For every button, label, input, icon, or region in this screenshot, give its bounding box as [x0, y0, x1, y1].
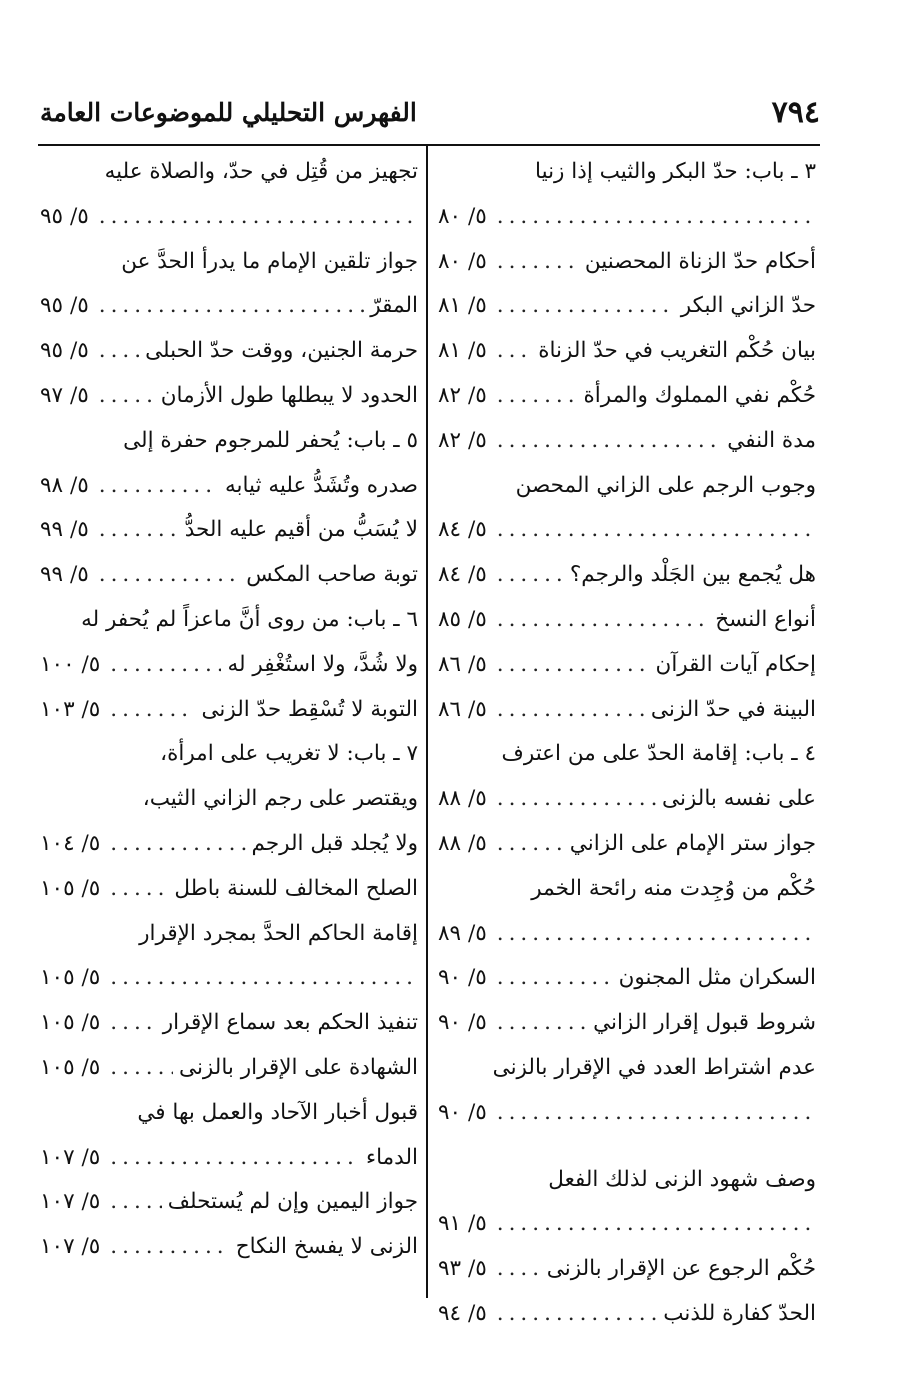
entry-topic: وجوب الرجم على الزاني المحصن	[515, 472, 816, 498]
dot-leader	[497, 1001, 587, 1046]
index-column-left	[40, 150, 418, 1270]
dot-leader	[497, 284, 675, 329]
dot-leader	[497, 777, 656, 822]
dot-leader	[99, 464, 219, 509]
index-entry	[40, 598, 418, 643]
page-reference: ٥/ ١٠٠	[40, 651, 101, 677]
index-entry	[438, 688, 816, 733]
page-reference: ٥/ ٩٣	[438, 1256, 487, 1282]
entry-topic: تنفيذ الحكم بعد سماع الإقرار	[162, 1010, 418, 1036]
page-reference: ٥/ ١٠٥	[40, 965, 101, 991]
entry-topic: أحكام حدّ الزناة المحصنين	[584, 248, 816, 274]
dot-leader	[497, 1247, 541, 1292]
dot-leader	[497, 240, 579, 285]
index-entry	[40, 329, 418, 374]
page-reference: ٥/ ٨٢	[438, 382, 487, 408]
entry-topic: لا يُسَبُّ من أقيم عليه الحدُّ	[184, 517, 418, 543]
index-entry	[40, 867, 418, 912]
dot-leader	[497, 553, 564, 598]
dot-leader	[497, 1292, 658, 1337]
entry-topic: حُكْم نفي المملوك والمرأة	[583, 382, 816, 408]
entry-topic: مدة النفي	[727, 427, 816, 453]
index-entry	[438, 374, 816, 419]
dot-leader	[497, 508, 816, 553]
dot-leader	[99, 508, 179, 553]
dot-leader	[110, 956, 418, 1001]
page-reference: ٥/ ٨٦	[438, 651, 487, 677]
index-entry	[40, 822, 418, 867]
entry-topic: حُكْم الرجوع عن الإقرار بالزنى	[546, 1256, 816, 1282]
index-column-right	[438, 150, 816, 1337]
index-entry	[438, 508, 816, 553]
index-entry	[40, 195, 418, 240]
dot-leader	[110, 1001, 156, 1046]
page-reference: ٥/ ١٠٤	[40, 830, 101, 856]
page-reference: ٥/ ٨٨	[438, 786, 487, 812]
index-entry	[40, 419, 418, 464]
dot-leader	[497, 598, 709, 643]
entry-topic: حدّ الزاني البكر	[680, 293, 816, 319]
page-header	[40, 90, 820, 134]
dot-leader	[110, 688, 195, 733]
entry-topic: حرمة الجنين، ووقت حدّ الحبلى	[145, 338, 418, 364]
page-reference: ٥/ ٨٨	[438, 830, 487, 856]
entry-topic: الزنى لا يفسخ النكاح	[235, 1234, 418, 1260]
index-entry	[438, 1292, 816, 1337]
dot-leader	[110, 867, 168, 912]
entry-topic: جواز ستر الإمام على الزاني	[569, 830, 816, 856]
entry-topic: إقامة الحاكم الحدَّ بمجرد الإقرار	[139, 920, 418, 946]
dot-leader	[110, 822, 245, 867]
entry-topic: على نفسه بالزنى	[662, 786, 816, 812]
index-entry	[40, 240, 418, 285]
dot-leader	[99, 329, 139, 374]
index-entry	[438, 464, 816, 509]
entry-topic: حُكْم من وُجِدت منه رائحة الخمر	[531, 875, 816, 901]
dot-leader	[497, 688, 645, 733]
page-reference: ٥/ ٩٥	[40, 293, 89, 319]
dot-leader	[99, 195, 418, 240]
index-entry	[40, 1091, 418, 1136]
header-divider	[38, 144, 820, 146]
page-reference: ٥/ ٩٨	[40, 472, 89, 498]
index-entry	[438, 822, 816, 867]
entry-topic: الشهادة على الإقرار بالزنى	[179, 1054, 418, 1080]
entry-topic: البينة في حدّ الزنى	[650, 696, 816, 722]
dot-leader	[497, 1202, 816, 1247]
dot-leader	[497, 912, 816, 957]
page-reference: ٥/ ٩٩	[40, 517, 89, 543]
index-entry	[40, 732, 418, 777]
page-reference: ٥/ ٩١	[438, 1211, 487, 1237]
index-entry	[438, 150, 816, 195]
entry-topic: الحدّ كفارة للذنب	[663, 1300, 816, 1326]
entry-topic: وصف شهود الزنى لذلك الفعل	[548, 1166, 816, 1192]
index-entry	[438, 553, 816, 598]
entry-topic: ٣ ـ باب: حدّ البكر والثيب إذا زنيا	[535, 159, 816, 184]
page-reference: ٥/ ٩٤	[438, 1300, 487, 1326]
index-entry	[438, 1091, 816, 1136]
index-entry	[438, 1001, 816, 1046]
page-number: ٧٩٤	[771, 94, 820, 130]
page-reference: ٥/ ٨٠	[438, 248, 487, 274]
column-divider	[426, 146, 428, 1298]
page-reference: ٥/ ١٠٧	[40, 1189, 101, 1215]
entry-topic: الدماء	[366, 1144, 418, 1170]
page-reference: ٥/ ٩٠	[438, 1099, 487, 1125]
entry-topic: جواز اليمين وإن لم يُستحلف	[167, 1189, 418, 1215]
dot-leader	[497, 1091, 816, 1136]
page-reference: ٥/ ١٠٥	[40, 1010, 101, 1036]
index-entry	[40, 912, 418, 957]
index-entry	[438, 956, 816, 1001]
index-entry	[438, 1202, 816, 1247]
index-entry	[438, 598, 816, 643]
index-entry	[40, 688, 418, 733]
index-entry	[40, 508, 418, 553]
entry-topic: إحكام آيات القرآن	[655, 651, 816, 677]
index-entry	[40, 464, 418, 509]
entry-topic: ولا يُجلد قبل الرجم	[251, 830, 418, 856]
entry-topic: صدره وتُشَدُّ عليه ثيابه	[224, 472, 418, 498]
page-reference: ٥/ ٨٢	[438, 427, 487, 453]
index-entry	[438, 284, 816, 329]
index-entry	[40, 374, 418, 419]
entry-topic: قبول أخبار الآحاد والعمل بها في	[137, 1099, 418, 1125]
entry-topic: ٧ ـ باب: لا تغريب على امرأة،	[160, 741, 418, 767]
dot-leader	[497, 956, 613, 1001]
entry-topic: تجهيز من قُتِل في حدّ، والصلاة عليه	[104, 159, 418, 184]
page-reference: ٥/ ٨٦	[438, 696, 487, 722]
index-entry	[438, 912, 816, 957]
index-entry	[438, 240, 816, 285]
index-entry	[438, 732, 816, 777]
entry-topic: شروط قبول إقرار الزاني	[593, 1010, 816, 1036]
page-reference: ٥/ ٨١	[438, 338, 487, 364]
entry-topic: ولا شُدَّ، ولا استُغْفِر له	[227, 651, 418, 677]
page-reference: ٥/ ٨٩	[438, 920, 487, 946]
entry-topic: عدم اشتراط العدد في الإقرار بالزنى	[492, 1054, 816, 1080]
index-entry	[40, 1046, 418, 1091]
index-entry	[438, 1158, 816, 1203]
index-entry	[40, 150, 418, 195]
dot-leader	[497, 419, 722, 464]
page-reference: ٥/ ١٠٧	[40, 1234, 101, 1260]
entry-topic: الصلح المخالف للسنة باطل	[174, 875, 418, 901]
index-entry	[40, 1136, 418, 1181]
page-reference: ٥/ ٩٩	[40, 562, 89, 588]
page-reference: ٥/ ٩٠	[438, 965, 487, 991]
entry-topic: ٤ ـ باب: إقامة الحدّ على من اعترف	[501, 741, 816, 767]
entry-topic: المقرّ	[370, 293, 418, 319]
index-entry	[438, 643, 816, 688]
page-reference: ٥/ ٩٥	[40, 338, 89, 364]
index-entry	[40, 1001, 418, 1046]
page-reference: ٥/ ١٠٥	[40, 1054, 101, 1080]
entry-topic: جواز تلقين الإمام ما يدرأ الحدَّ عن	[121, 248, 418, 274]
dot-leader	[99, 284, 365, 329]
index-entry	[438, 867, 816, 912]
dot-leader	[497, 822, 564, 867]
dot-leader	[110, 1046, 173, 1091]
dot-leader	[99, 553, 241, 598]
page-reference: ٥/ ١٠٥	[40, 875, 101, 901]
entry-topic: هل يُجمع بين الجَلْد والرجم؟	[569, 562, 816, 588]
dot-leader	[497, 374, 578, 419]
index-entry	[40, 553, 418, 598]
entry-topic: السكران مثل المجنون	[618, 965, 816, 991]
page-reference: ٥/ ٨٠	[438, 203, 487, 229]
page-reference: ٥/ ٨٤	[438, 517, 487, 543]
entry-topic: التوبة لا تُسْقِط حدّ الزنى	[201, 696, 418, 722]
page-reference: ٥/ ٩٧	[40, 382, 89, 408]
entry-topic: ٥ ـ باب: يُحفر للمرجوم حفرة إلى	[123, 427, 418, 453]
page-reference: ٥/ ٩٠	[438, 1010, 487, 1036]
index-entry	[40, 284, 418, 329]
entry-topic: بيان حُكْم التغريب في حدّ الزناة	[538, 338, 816, 364]
page-reference: ٥/ ٩٥	[40, 203, 89, 229]
index-entry	[438, 329, 816, 374]
entry-gap	[438, 1136, 816, 1158]
entry-topic: الحدود لا يبطلها طول الأزمان	[160, 382, 418, 408]
index-entry	[438, 1247, 816, 1292]
index-entry	[40, 777, 418, 822]
page-reference: ٥/ ١٠٣	[40, 696, 101, 722]
dot-leader	[110, 1136, 360, 1181]
index-entry	[438, 777, 816, 822]
index-entry	[438, 195, 816, 240]
entry-topic: أنواع النسخ	[715, 606, 816, 632]
index-entry	[40, 643, 418, 688]
entry-topic: ويقتصر على رجم الزاني الثيب،	[142, 786, 418, 812]
page-reference: ٥/ ٨٥	[438, 606, 487, 632]
page-reference: ٥/ ٨١	[438, 293, 487, 319]
page-reference: ٥/ ٨٤	[438, 562, 487, 588]
entry-topic: توبة صاحب المكس	[246, 562, 418, 588]
index-entry	[438, 1046, 816, 1091]
index-entry	[438, 419, 816, 464]
dot-leader	[497, 643, 650, 688]
index-entry	[40, 1180, 418, 1225]
page-reference: ٥/ ١٠٧	[40, 1144, 101, 1170]
dot-leader	[497, 329, 532, 374]
index-entry	[40, 956, 418, 1001]
dot-leader	[110, 1225, 229, 1270]
running-title: الفهرس التحليلي للموضوعات العامة	[40, 97, 417, 127]
index-entry	[40, 1225, 418, 1270]
dot-leader	[497, 195, 816, 240]
dot-leader	[110, 1180, 161, 1225]
entry-topic: ٦ ـ باب: من روى أنَّ ماعزاً لم يُحفر له	[81, 606, 418, 632]
dot-leader	[99, 374, 155, 419]
dot-leader	[110, 643, 221, 688]
